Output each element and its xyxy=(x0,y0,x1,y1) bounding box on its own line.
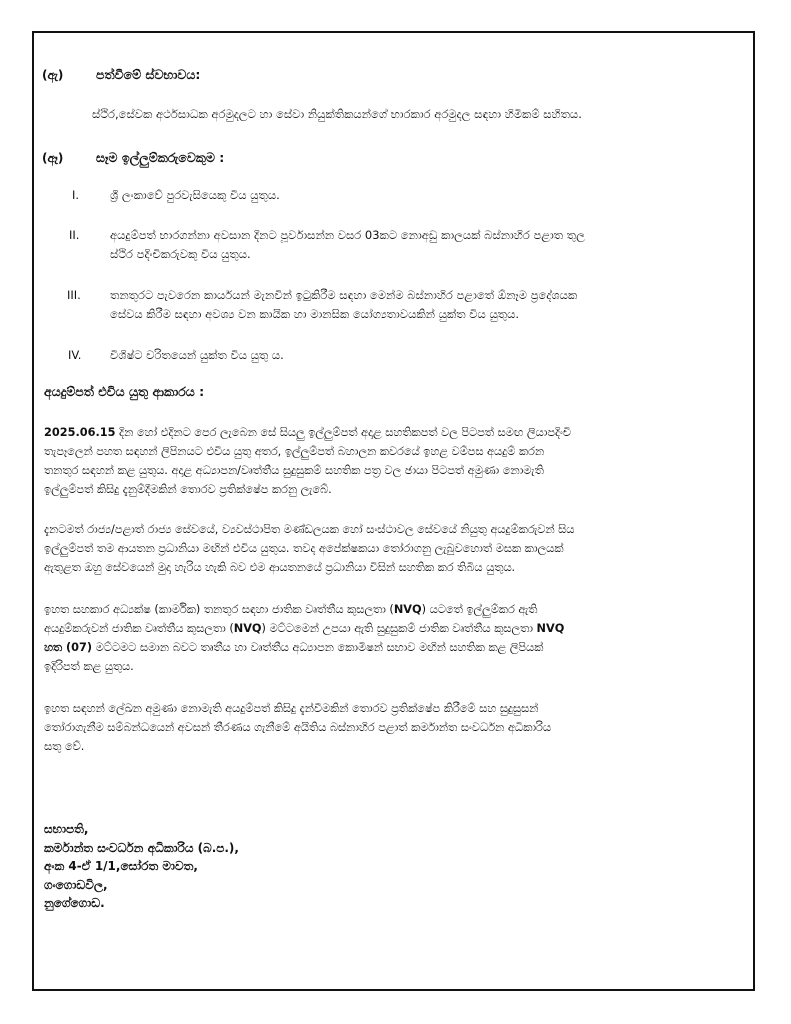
section-a-text: ස්ථිර,සේවක අර්ථසාධක අරමුදලට හා සේවා නියුක්තිකයන්ගේ භාරකාර අරමුදල සඳහා හිමිකම් සහිතය. xyxy=(92,107,582,121)
section-a-label: (ඇ) xyxy=(42,68,64,82)
list-item-number: II. xyxy=(69,228,80,242)
paragraph-3: ඉහත සහකාර අධ්‍යක්ෂ (කාර්මික) තනතුර සඳහා ජාතික වෘත්තීය කුසලතා (NVQ) යටතේ ඉල්ලුම්කර ඇති අයදුම්කරුවන් ජාතික වෘත්තීය කුසලතා (NVQ) මට්ටමෙන් උපයා ඇති සුදුසුකම් ජාතික වෘත්තීය කුසලතා NVQ හත (07) මට්ටමට සමාන බවට තෘතීය හා වෘත්තීය අධ්‍යාපන කොමිෂන් සභාව මඟින් සහතික කළ ලිපියක් ඉදිරිපත් කළ යුතුය. xyxy=(44,603,565,673)
list-item-text: සේවය කිරීම සඳහා අවශ්‍ය වන කායික හා මානසික යෝග්‍යතාවයකින් යුක්ත විය යුතුය. xyxy=(110,307,519,321)
list-item-text: තනතුරට පැවරෙන කාර්යයන් මැනවින් ඉටුකිරීම සඳහා මෙන්ම බස්නාහිර පළාතේ ඕනෑම ප්‍රදේශයක xyxy=(110,288,578,302)
list-item-number: III. xyxy=(67,288,81,302)
closing-date: 2025.06.15 xyxy=(44,426,116,439)
paragraph-4: ඉහත සඳහන් ලේඛන අමුණා නොමැති අයදුම්පත් කිසිදු දැන්වීමකින් තොරව ප්‍රතික්ෂේප කිරීමේ සහ සුදුසුසන් තෝරාගැනීම සම්බන්ධයෙන් අවසන් තීරණය ගැනීමේ අයිතිය බස්නාහිර පළාත් කර්මාන්ත සංවර්ධන අධිකාරිය සතු වේ. xyxy=(44,702,551,753)
list-item-text: ස්ථිර පදිංචිකරුවකු විය යුතුය. xyxy=(110,247,251,261)
paragraph-2: දැනටමත් රාජ්‍ය/පළාත් රාජ්‍ය සේවයේ, ව්‍යවස්ථාපිත මණ්ඩලයක හෝ සංස්ථාවල සේවයේ නියුතු අයදුම්කරුවන් සිය ඉල්ලුම්පත් තම ආයතන ප්‍රධානියා මඟින් එවිය යුතුය. තවද අපේක්ෂකයා තෝරාගනු ලැබුවහොත් මසක කාලයක් ඇතුළත ඔහු සේවයෙන් මුදා හැරිය හැකි බව එම ආයතනයේ ප්‍රධානියා විසින් සහතික කර තිබිය යුතුය. xyxy=(44,523,575,574)
list-item-number: I. xyxy=(72,188,80,202)
address-line: සභාපති, xyxy=(44,822,89,836)
paragraph-1: 2025.06.15 දින හෝ එදිනට පෙර ලැබෙන සේ සියලු ඉල්ලුම්පත් අදාළ සහතිකපත් වල පිටපත් සමඟ ලියාපදිංචි තැපෑලෙන් පහත සඳහන් ලිපිනයට එවිය යුතු අතර, ඉල්ලුම්පත් බහාලන කවරයේ ඉහළ වම්පස අයදුම් කරන තනතුර සඳහන් කළ යුතුය. අදාළ අධ්‍යාපන/වෘත්තීය සුදුසුකම් සහතික පත්‍ර වල ඡායා පිටපත් අමුණා නොමැති ඉල්ලුම්පත් කිසිදු දැනුම්දීමකින් තොරව ප්‍රතික්ෂේප කරනු ලැබේ. xyxy=(44,426,571,496)
address-block xyxy=(44,820,239,913)
list-item-number: IV. xyxy=(68,348,82,362)
application-title: අයදුම්පත් එවිය යුතු ආකාරය : xyxy=(44,384,205,399)
address-line: නුගේගොඩ. xyxy=(44,896,105,910)
section-b-title: සෑම ඉල්ලුම්කරුවෙකුම : xyxy=(96,150,225,165)
list-item-text: ශ්‍රී ලංකාවේ පුරවැසියෙකු විය යුතුය. xyxy=(110,188,280,202)
section-a-title: පත්වීමේ ස්වභාවය: xyxy=(96,67,201,82)
list-item-text: අයදුම්පත් භාරගන්නා අවසාන දිනට පූර්වාසන්න වසර 03කට නොඅඩු කාලයක් බස්නාහිර පළාත තුල xyxy=(110,228,585,242)
list-item-text: විශිෂ්ට චරිතයෙන් යුක්ත විය යුතු ය. xyxy=(110,348,284,362)
address-line: අංක 4-ඒ 1/1,සෝරත මාවත, xyxy=(44,859,198,873)
address-line: කර්මාන්ත සංවර්ධන අධිකාරිය (බ.ප.), xyxy=(44,840,239,855)
section-b-label: (ඈ) xyxy=(42,151,64,165)
address-line: ගංගොඩවිල, xyxy=(44,877,108,892)
